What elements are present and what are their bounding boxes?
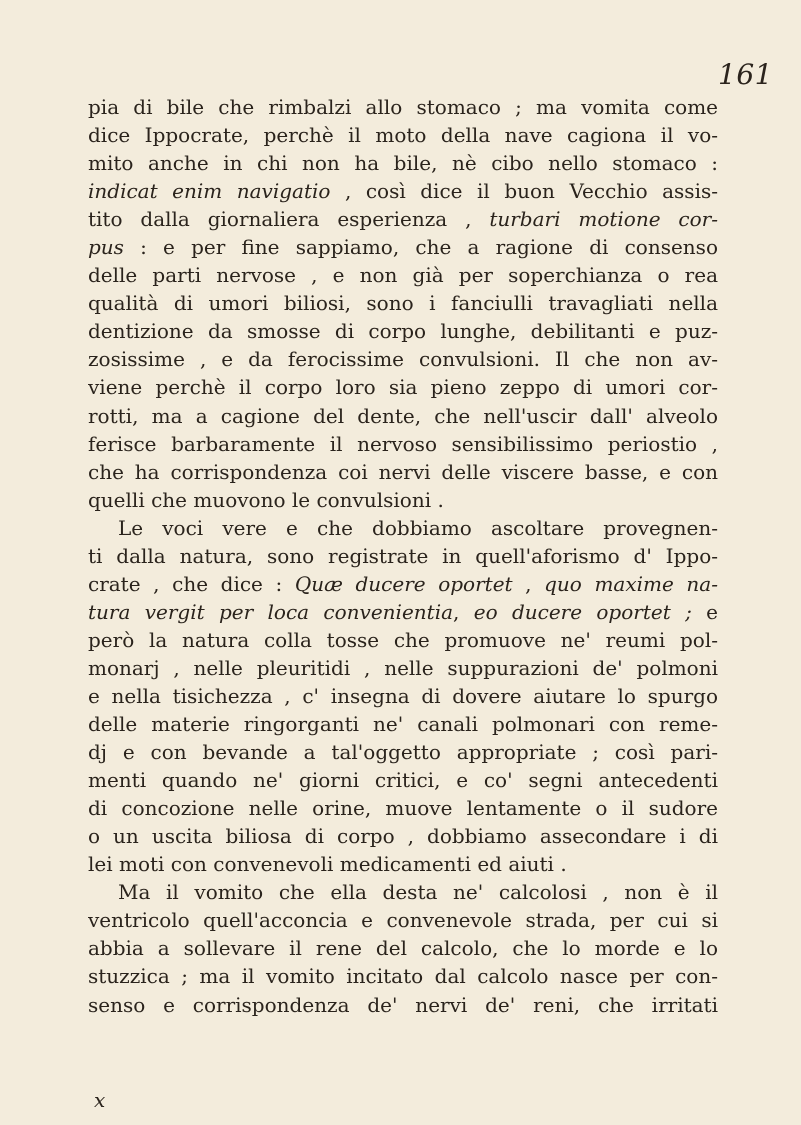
text-span: quelli che muovono le convulsioni . — [88, 487, 444, 512]
text-span: ti dalla natura, sono registrate in quell'aforismo d' Ippo- — [88, 543, 718, 568]
text-span: mito anche in chi non ha bile, nè cibo nello stomaco : — [88, 151, 718, 176]
text-span: stuzzica ; ma il vomito incitato dal calcolo nasce per con- — [88, 964, 718, 989]
text-span: abbia a sollevare il rene del calcolo, che lo morde e lo — [88, 936, 718, 961]
text-span: ventricolo quell'acconcia e convenevole strada, per cui si — [88, 908, 718, 933]
text-span: , così dice il buon Vecchio assis- — [330, 179, 718, 204]
italic-text-span: eo ducere oportet ; — [473, 599, 692, 624]
text-line — [88, 261, 718, 289]
italic-text-span: turbari motione cor- — [489, 207, 718, 232]
text-line — [88, 373, 718, 401]
text-span: o un uscita biliosa di corpo , dobbiamo assecondare i di — [88, 824, 718, 849]
italic-text-span: quo maxime na- — [544, 571, 718, 596]
text-line — [88, 317, 718, 345]
text-span: dj e con bevande a tal'oggetto appropriate ; così pari- — [88, 740, 718, 765]
text-line — [88, 542, 718, 570]
text-span: , — [453, 599, 474, 624]
text-span: viene perchè il corpo loro sia pieno zeppo di umori cor- — [88, 375, 718, 400]
text-line — [88, 682, 718, 710]
text-span: , — [512, 571, 545, 596]
text-line — [88, 514, 718, 542]
page-number: 161 — [718, 58, 773, 91]
text-span: delle parti nervose , e non già per soperchianza o rea — [88, 263, 718, 288]
text-span: menti quando ne' giorni critici, e co' segni antecedenti — [88, 768, 718, 793]
text-line — [88, 345, 718, 373]
text-span: rotti, ma a cagione del dente, che nell'uscir dall' alveolo — [88, 403, 718, 428]
text-line — [88, 822, 718, 850]
text-span: dice Ippocrate, perchè il moto della nave cagiona il vo- — [88, 123, 718, 148]
text-line — [88, 93, 718, 121]
text-span: : e per fine sappiamo, che a ragione di consenso — [123, 235, 718, 260]
italic-text-span: tura vergit per loca convenientia — [88, 599, 454, 624]
text-line — [88, 878, 718, 906]
italic-text-span: indicat enim navigatio — [88, 179, 331, 204]
text-line — [88, 177, 718, 205]
text-span: senso e corrispondenza de' nervi de' reni, che irritati — [88, 992, 718, 1017]
text-line — [88, 149, 718, 177]
text-span: delle materie ringorganti ne' canali polmonari con reme- — [88, 712, 718, 737]
text-span: tito dalla giornaliera esperienza , — [88, 207, 490, 232]
text-line — [88, 991, 718, 1019]
text-line — [88, 626, 718, 654]
italic-text-span: Quæ ducere oportet — [294, 571, 513, 596]
text-line — [88, 458, 718, 486]
text-span: e nella tisichezza , c' insegna di dovere aiutare lo spurgo — [88, 683, 718, 708]
text-span: che ha corrispondenza coi nervi delle viscere basse, e con — [88, 459, 718, 484]
catchword: x — [94, 1088, 106, 1112]
text-span: di concozione nelle orine, muove lentamente o il sudore — [88, 796, 718, 821]
text-line — [88, 710, 718, 738]
italic-text-span: pus — [88, 235, 124, 260]
text-span: lei moti con convenevoli medicamenti ed aiuti . — [88, 852, 567, 877]
body-text — [88, 93, 718, 1019]
text-line — [88, 570, 718, 598]
text-line — [88, 486, 718, 514]
text-span: ferisce barbaramente il nervoso sensibilissimo periostio , — [88, 431, 718, 456]
text-line — [88, 289, 718, 317]
text-line — [88, 850, 718, 878]
text-line — [88, 906, 718, 934]
text-span: pia di bile che rimbalzi allo stomaco ; ma vomita come — [88, 95, 718, 119]
text-line — [88, 205, 718, 233]
text-span: qualità di umori biliosi, sono i fanciulli travagliati nella — [88, 291, 718, 316]
text-line — [88, 738, 718, 766]
text-span: Le voci vere e che dobbiamo ascoltare provegnen- — [118, 515, 718, 540]
text-line — [88, 766, 718, 794]
text-line — [88, 794, 718, 822]
text-span: zosissime , e da ferocissime convulsioni. Il che non av- — [88, 347, 718, 372]
text-span: monarj , nelle pleuritidi , nelle suppurazioni de' polmoni — [88, 655, 718, 680]
text-span: dentizione da smosse di corpo lunghe, debilitanti e puz- — [88, 319, 718, 344]
text-span: e — [691, 599, 718, 624]
text-line — [88, 402, 718, 430]
text-span: però la natura colla tosse che promuove ne' reumi pol- — [88, 627, 718, 652]
text-line — [88, 121, 718, 149]
text-line — [88, 598, 718, 626]
text-line — [88, 962, 718, 990]
text-line — [88, 934, 718, 962]
text-line — [88, 654, 718, 682]
text-line — [88, 430, 718, 458]
text-span: crate , che dice : — [88, 571, 295, 596]
text-span: Ma il vomito che ella desta ne' calcolosi , non è il — [118, 880, 718, 905]
text-line — [88, 233, 718, 261]
